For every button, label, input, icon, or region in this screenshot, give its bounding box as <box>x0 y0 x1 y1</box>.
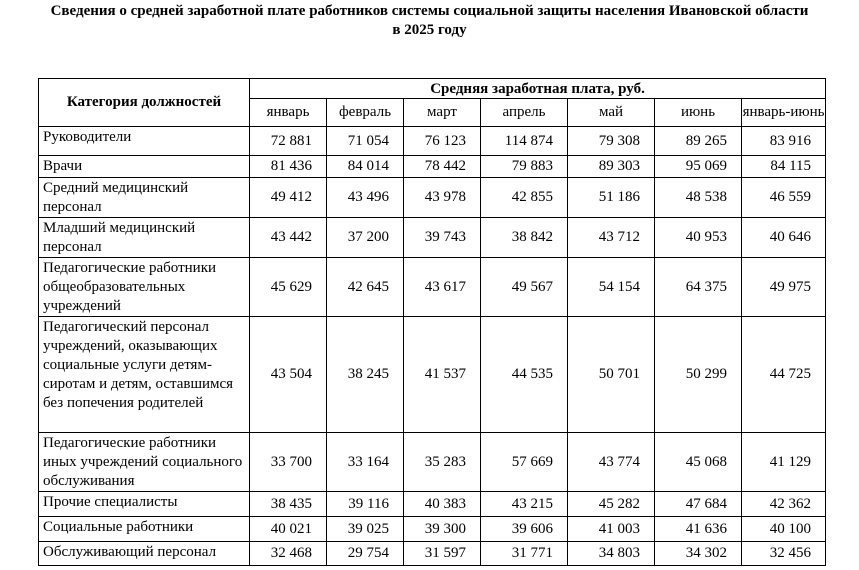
value-cell: 41 129 <box>742 433 826 492</box>
value-cell: 49 975 <box>742 258 826 317</box>
month-header-january-june: январь-июнь <box>742 99 826 127</box>
value-cell: 45 629 <box>250 258 327 317</box>
month-header-june: июнь <box>655 99 742 127</box>
category-cell: Обслуживающий персонал <box>39 542 250 566</box>
table-row <box>39 178 826 218</box>
value-cell: 78 442 <box>404 156 481 178</box>
value-cell: 42 855 <box>481 178 568 218</box>
category-column-header: Категория должностей <box>39 79 250 127</box>
value-cell: 32 468 <box>250 542 327 566</box>
value-cell: 89 303 <box>568 156 655 178</box>
value-cell: 49 567 <box>481 258 568 317</box>
month-header-january: январь <box>250 99 327 127</box>
value-cell: 42 362 <box>742 492 826 517</box>
table-row <box>39 218 826 258</box>
table-body <box>39 127 826 566</box>
table-row <box>39 433 826 492</box>
table-row <box>39 156 826 178</box>
value-cell: 41 003 <box>568 517 655 542</box>
value-cell: 34 803 <box>568 542 655 566</box>
value-cell: 40 100 <box>742 517 826 542</box>
value-cell: 43 774 <box>568 433 655 492</box>
salary-group-header: Средняя заработная плата, руб. <box>250 79 826 99</box>
value-cell: 72 881 <box>250 127 327 156</box>
value-cell: 34 302 <box>655 542 742 566</box>
value-cell: 43 712 <box>568 218 655 258</box>
value-cell: 40 646 <box>742 218 826 258</box>
value-cell: 95 069 <box>655 156 742 178</box>
title-line-1: Сведения о средней заработной плате работников системы социальной защиты населения Ивановской области <box>50 3 809 19</box>
table-row <box>39 127 826 156</box>
value-cell: 46 559 <box>742 178 826 218</box>
value-cell: 31 771 <box>481 542 568 566</box>
category-cell: Средний медицинский персонал <box>39 178 250 218</box>
value-cell: 43 617 <box>404 258 481 317</box>
month-header-march: март <box>404 99 481 127</box>
value-cell: 44 725 <box>742 317 826 433</box>
value-cell: 43 504 <box>250 317 327 433</box>
value-cell: 39 116 <box>327 492 404 517</box>
value-cell: 43 496 <box>327 178 404 218</box>
category-cell: Младший медицинский персонал <box>39 218 250 258</box>
header-row-group <box>39 79 826 99</box>
value-cell: 79 308 <box>568 127 655 156</box>
salary-table <box>38 78 826 566</box>
category-cell: Врачи <box>39 156 250 178</box>
value-cell: 50 299 <box>655 317 742 433</box>
category-cell: Педагогический персонал учреждений, оказывающих социальные услуги детям-сиротам и детям, оставшимся без попечения родителей <box>39 317 250 433</box>
value-cell: 50 701 <box>568 317 655 433</box>
value-cell: 40 953 <box>655 218 742 258</box>
table-row <box>39 258 826 317</box>
value-cell: 43 442 <box>250 218 327 258</box>
value-cell: 31 597 <box>404 542 481 566</box>
table-row <box>39 317 826 433</box>
value-cell: 39 606 <box>481 517 568 542</box>
value-cell: 57 669 <box>481 433 568 492</box>
value-cell: 33 164 <box>327 433 404 492</box>
category-cell: Социальные работники <box>39 517 250 542</box>
category-cell: Прочие специалисты <box>39 492 250 517</box>
value-cell: 29 754 <box>327 542 404 566</box>
value-cell: 84 014 <box>327 156 404 178</box>
value-cell: 83 916 <box>742 127 826 156</box>
value-cell: 42 645 <box>327 258 404 317</box>
value-cell: 79 883 <box>481 156 568 178</box>
value-cell: 89 265 <box>655 127 742 156</box>
value-cell: 40 383 <box>404 492 481 517</box>
value-cell: 39 025 <box>327 517 404 542</box>
value-cell: 38 245 <box>327 317 404 433</box>
value-cell: 54 154 <box>568 258 655 317</box>
value-cell: 45 282 <box>568 492 655 517</box>
value-cell: 114 874 <box>481 127 568 156</box>
value-cell: 41 537 <box>404 317 481 433</box>
category-cell: Педагогические работники иных учреждений социального обслуживания <box>39 433 250 492</box>
value-cell: 84 115 <box>742 156 826 178</box>
value-cell: 71 054 <box>327 127 404 156</box>
value-cell: 39 743 <box>404 218 481 258</box>
value-cell: 49 412 <box>250 178 327 218</box>
value-cell: 48 538 <box>655 178 742 218</box>
value-cell: 41 636 <box>655 517 742 542</box>
value-cell: 51 186 <box>568 178 655 218</box>
document-title <box>0 2 859 40</box>
table-header <box>39 79 826 127</box>
value-cell: 81 436 <box>250 156 327 178</box>
table-row <box>39 542 826 566</box>
value-cell: 44 535 <box>481 317 568 433</box>
value-cell: 37 200 <box>327 218 404 258</box>
category-cell: Педагогические работники общеобразовательных учреждений <box>39 258 250 317</box>
month-header-april: апрель <box>481 99 568 127</box>
value-cell: 39 300 <box>404 517 481 542</box>
month-header-may: май <box>568 99 655 127</box>
value-cell: 64 375 <box>655 258 742 317</box>
title-line-2: в 2025 году <box>392 22 467 38</box>
value-cell: 43 978 <box>404 178 481 218</box>
value-cell: 38 842 <box>481 218 568 258</box>
table-row <box>39 492 826 517</box>
category-cell: Руководители <box>39 127 250 156</box>
value-cell: 40 021 <box>250 517 327 542</box>
table-row <box>39 517 826 542</box>
value-cell: 45 068 <box>655 433 742 492</box>
value-cell: 35 283 <box>404 433 481 492</box>
value-cell: 43 215 <box>481 492 568 517</box>
value-cell: 32 456 <box>742 542 826 566</box>
value-cell: 38 435 <box>250 492 327 517</box>
month-header-february: февраль <box>327 99 404 127</box>
value-cell: 76 123 <box>404 127 481 156</box>
value-cell: 33 700 <box>250 433 327 492</box>
value-cell: 47 684 <box>655 492 742 517</box>
